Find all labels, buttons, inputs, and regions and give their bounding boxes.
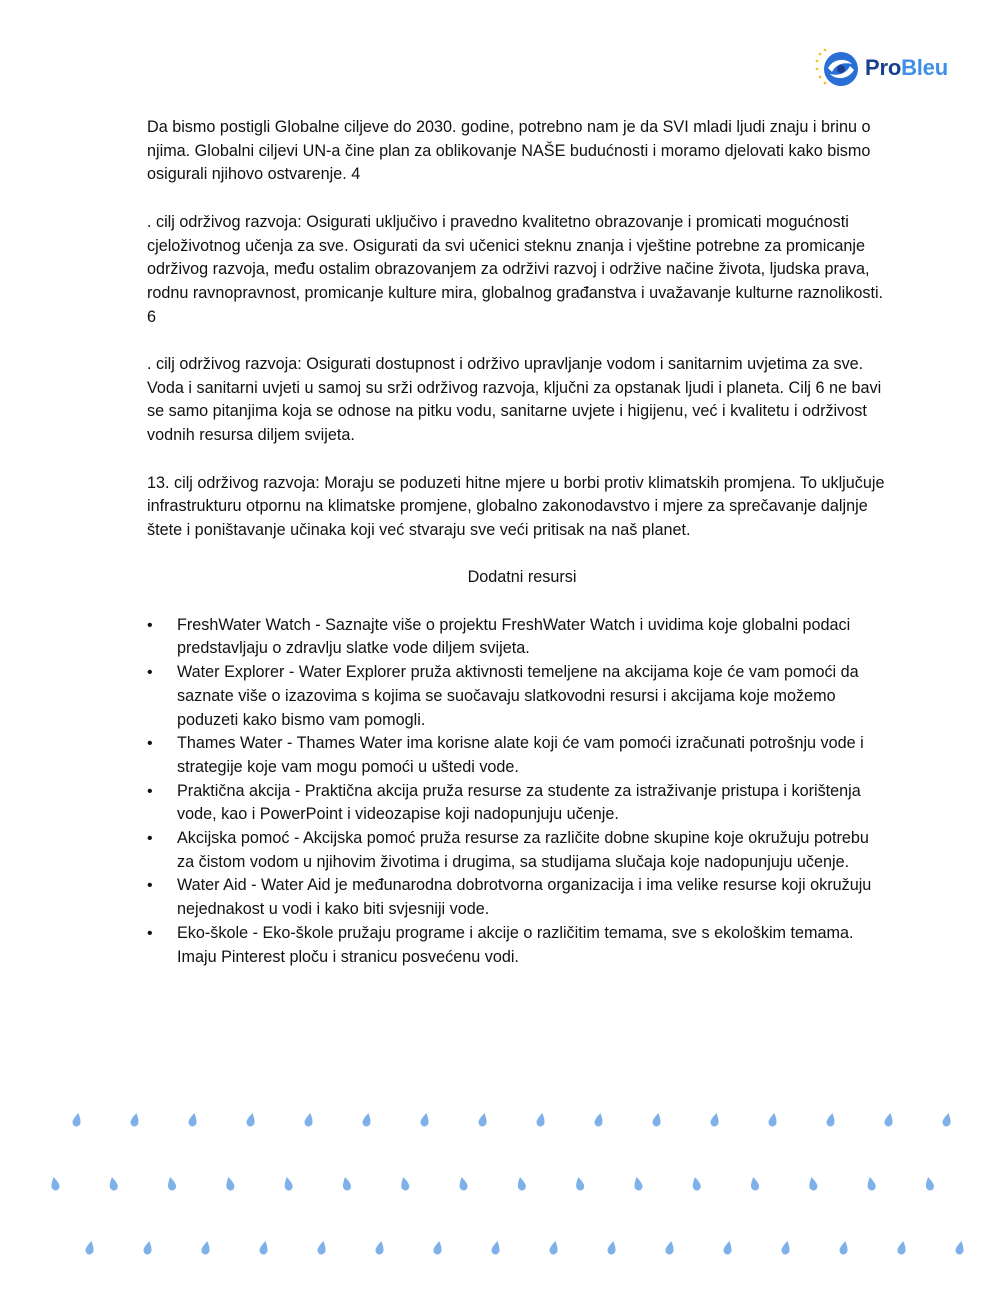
water-drop-icon xyxy=(652,1112,663,1127)
water-drop-icon xyxy=(399,1176,410,1191)
water-drop-icon xyxy=(259,1240,270,1255)
bullet-icon: • xyxy=(147,830,153,848)
probleu-logo xyxy=(814,46,948,90)
list-item-text: Eko-škole - Eko-škole pružaju programe i akcije o različitim temama, sve s ekološkim temama. Imaju Pinterest ploču i stranicu posvećenu vodi. xyxy=(177,923,854,966)
paragraph-sdg-4: . cilj održivog razvoja: Osigurati uključivo i pravedno kvalitetno obrazovanje i promicati mogućnosti cjeloživotnog učenja za sve. Osigurati da svi učenici steknu znanja i vještine potrebne za promicanje održivog razvoja, među ostalim obrazovanjem za održivi razvoj i održive načine života, ljudska prava, rodnu ravnopravnost, promicanje kulture mira, globalnog građanstva i uvažavanje kulturne raznolikosti. 6 xyxy=(147,212,884,326)
paragraph-sdg-6: . cilj održivog razvoja: Osigurati dostupnost i održivo upravljanje vodom i sanitarnim uvjetima za sve. Voda i sanitarni uvjeti u samoj su srži održivog razvoja, ključni za opstanak ljudi i planeta. Cilj 6 ne bavi se samo pitanjima koja se odnose na pitku vodu, sanitarne uvjete i higijenu, već i kvalitetu i održivost vodnih resursa diljem svijeta. xyxy=(147,355,882,445)
water-drop-icon xyxy=(955,1240,966,1255)
water-drop-icon xyxy=(942,1112,953,1127)
water-drop-icon xyxy=(85,1240,96,1255)
paragraph-intro: Da bismo postigli Globalne ciljeve do 2030. godine, potrebno nam je da SVI mladi ljudi znaju i brinu o njima. Globalni ciljevi UN-a čine plan za oblikovanje NAŠE budućnosti i moramo djelovati kako bismo osigurali njihovo ostvarenje. 4 xyxy=(147,118,871,184)
water-drop-icon xyxy=(781,1240,792,1255)
bullet-icon: • xyxy=(147,782,153,800)
document-body xyxy=(147,116,887,969)
water-drop-icon xyxy=(691,1176,702,1191)
water-drop-icon xyxy=(633,1176,644,1191)
water-drop-icon xyxy=(536,1112,547,1127)
water-drop-icon xyxy=(808,1176,819,1191)
logo-pro-text: Pro xyxy=(865,55,902,80)
list-item xyxy=(147,614,887,661)
water-drop-icon xyxy=(433,1240,444,1255)
water-drop-icon xyxy=(108,1176,119,1191)
water-drop-icon xyxy=(723,1240,734,1255)
water-drop-icon xyxy=(478,1112,489,1127)
water-drop-icon xyxy=(143,1240,154,1255)
section-title-resources: Dodatni resursi xyxy=(467,568,577,587)
water-drop-icon xyxy=(516,1176,527,1191)
water-drop-icon xyxy=(826,1112,837,1127)
logo-wordmark xyxy=(865,55,948,81)
water-drop-icon xyxy=(246,1112,257,1127)
water-drop-icon xyxy=(594,1112,605,1127)
water-drop-icon xyxy=(866,1176,877,1191)
list-item xyxy=(147,732,887,779)
logo-bleu-text: Bleu xyxy=(901,55,948,80)
list-item xyxy=(147,922,887,969)
list-item xyxy=(147,661,887,732)
water-drop-icon xyxy=(304,1112,315,1127)
water-drop-icon xyxy=(665,1240,676,1255)
water-drop-icon xyxy=(458,1176,469,1191)
water-drop-icon xyxy=(574,1176,585,1191)
water-drop-icon xyxy=(201,1240,212,1255)
list-item-text: Praktična akcija - Praktična akcija pruža resurse za studente za istraživanje pristupa i korištenja vode, kao i PowerPoint i videozapise koji nadopunjuju učenje. xyxy=(177,781,861,824)
water-drop-icon xyxy=(166,1176,177,1191)
water-drop-decoration xyxy=(0,1100,1000,1294)
water-drop-icon xyxy=(283,1176,294,1191)
water-drop-icon xyxy=(749,1176,760,1191)
water-drop-icon xyxy=(317,1240,328,1255)
water-drop-icon xyxy=(491,1240,502,1255)
bullet-icon: • xyxy=(147,877,153,895)
bullet-icon: • xyxy=(147,735,153,753)
water-drop-icon xyxy=(924,1176,935,1191)
list-item-text: Akcijska pomoć - Akcijska pomoć pruža resurse za različite dobne skupine koje okružuju potrebu za čistom vodom u njihovim životima i drugima, sa studijama slučaja koje nadopunjuju učenje. xyxy=(177,829,869,871)
water-drop-icon xyxy=(375,1240,386,1255)
water-drop-icon xyxy=(839,1240,850,1255)
list-item xyxy=(147,827,887,874)
resources-list xyxy=(147,614,887,970)
bullet-icon: • xyxy=(147,924,153,942)
water-drop-icon xyxy=(362,1112,373,1127)
bullet-icon: • xyxy=(147,664,153,682)
water-drop-icon xyxy=(420,1112,431,1127)
water-drop-icon xyxy=(72,1112,83,1127)
water-drop-icon xyxy=(188,1112,199,1127)
list-item xyxy=(147,780,887,827)
list-item-text: FreshWater Watch - Saznajte više o projektu FreshWater Watch i uvidima koje globalni podaci predstavljaju o zdravlju slatke vode diljem svijeta. xyxy=(177,615,851,658)
list-item xyxy=(147,874,887,921)
list-item-text: Water Explorer - Water Explorer pruža aktivnosti temeljene na akcijama koje će vam pomoći da saznate više o izazovima s kojima se suočavaju slatkovodni resursi i akcijama koje možemo poduzeti kako bismo vam pomogli. xyxy=(177,663,859,729)
water-drop-icon xyxy=(50,1176,61,1191)
water-drop-icon xyxy=(341,1176,352,1191)
probleu-swirl-logo-icon xyxy=(814,46,862,90)
water-drop-icon xyxy=(710,1112,721,1127)
water-drop-icon xyxy=(225,1176,236,1191)
water-drop-icon xyxy=(884,1112,895,1127)
water-drop-icon xyxy=(130,1112,141,1127)
water-drop-icon xyxy=(607,1240,618,1255)
water-drop-icon xyxy=(768,1112,779,1127)
paragraph-sdg-13: 13. cilj održivog razvoja: Moraju se poduzeti hitne mjere u borbi protiv klimatskih promjena. To uključuje infrastrukturu otpornu na klimatske promjene, globalno zakonodavstvo i mjere za sprečavanje daljnje štete i poništavanje učinaka koji već stvaraju sve veći pritisak na naš planet. xyxy=(147,473,885,539)
water-drop-icon xyxy=(897,1240,908,1255)
list-item-text: Water Aid - Water Aid je međunarodna dobrotvorna organizacija i ima velike resurse koji okružuju nejednakost u vodi i kako biti svjesniji vode. xyxy=(177,876,872,919)
list-item-text: Thames Water - Thames Water ima korisne alate koji će vam pomoći izračunati potrošnju vode i strategije koje vam mogu pomoći u uštedi vode. xyxy=(177,734,864,776)
bullet-icon: • xyxy=(147,616,153,634)
water-drop-icon xyxy=(549,1240,560,1255)
